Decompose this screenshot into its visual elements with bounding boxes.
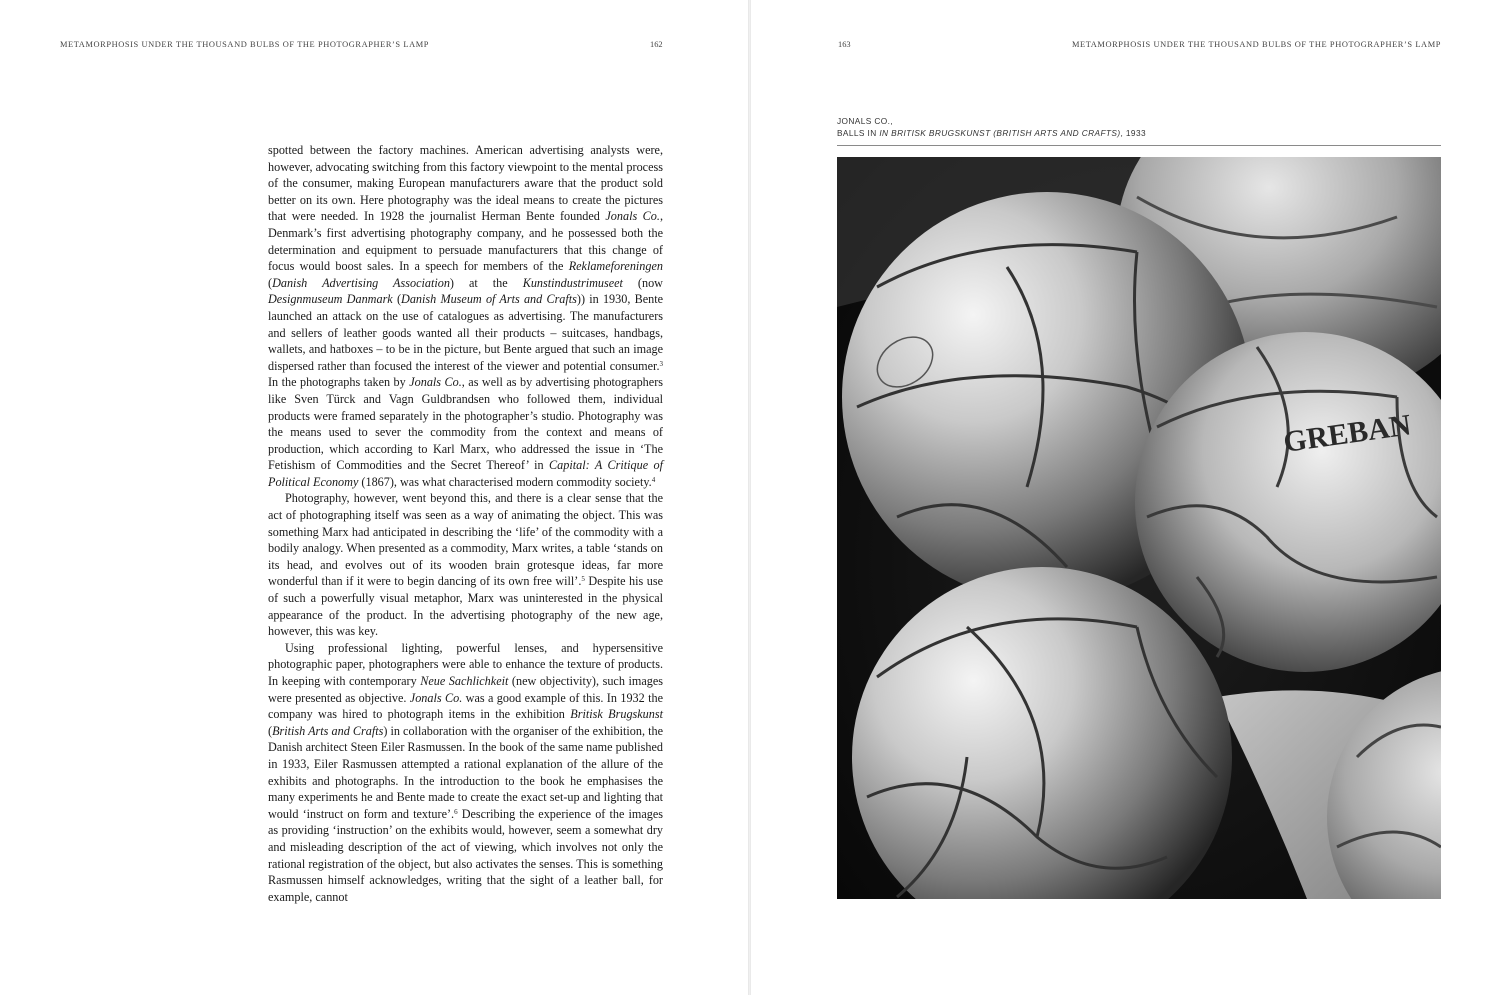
page-number-right: 163 bbox=[838, 40, 851, 49]
footnote-ref[interactable]: 3 bbox=[659, 359, 663, 368]
paragraph-2: Photography, however, went beyond this, and there is a clear sense that the act of photographing itself was seen as a way of animating the object. This was something Marx had anticipated in describing the ‘life’ of the commodity with a bodily analogy. When presented as a commodity, Marx writes, a table ‘stands on its head, and evolves out of its wooden brain grotesque ideas, far more wonderful than if it were to begin dancing of its own free will’.$^5$ Despite his use of such a powerfully visual metaphor, Marx was uninterested in the physical appearance of the product. In the advertising photography of the new age, however, this was key. bbox=[268, 491, 663, 639]
paragraph-1: spotted between the factory machines. American advertising analysts were, however, advocating switching from this factory viewpoint to the mental process of the consumer, making European manufacturers aware that the product sold better on its own. Here photography was the ideal means to create the pictures that were needed. In 1928 the journalist Herman Bente founded Jonals Co., Denmark’s first advertising photography company, and he possessed both the determination and equipment to persuade manufacturers that this change of focus would boost sales. In a speech for members of the Reklameforeningen (Danish Advertising Association) at the Kunstindustrimuseet (now Designmuseum Danmark (Danish Museum of Arts and Crafts)) in 1930, Bente launched an attack on the use of catalogues as advertising. The manufacturers and sellers of leather goods wanted all their products – suitcases, handbags, wallets, and hatboxes – to be in the picture, but Bente argued that such an image dispersed rather than focused the interest of the viewer and potential consumer.$^3$ In the photographs taken by Jonals Co., as well as by advertising photographers like Sven Türck and Vagn Guldbrandsen who followed them, individual products were framed separately in the photographer’s studio. Photography was the means used to sever the commodity from the context and means of production, which according to Karl Marx, who addressed the issue in ‘The Fetishism of Commodities and the Secret Thereof’ in Capital: A Critique of Political Economy (1867), was what characterised modern commodity society.$^4$ bbox=[268, 143, 664, 489]
footnote-ref[interactable]: 5 bbox=[581, 575, 585, 584]
caption-rule bbox=[837, 145, 1441, 146]
paragraph-3: Using professional lighting, powerful lenses, and hypersensitive photographic paper, photographers were able to enhance the texture of products. In keeping with contemporary Neue Sachlichkeit (new objectivity), such images were presented as objective. Jonals Co. was a good example of this. In 1932 the company was hired to photograph items in the exhibition Britisk Brugskunst (British Arts and Crafts) in collaboration with the organiser of the exhibition, the Danish architect Steen Eiler Rasmussen. In the book of the same name published in 1933, Eiler Rasmussen attempted a rational explanation of the allure of the exhibits and photographs. In the introduction to the book he emphasises the many experiments he and Bente made to create the exact set-up and lighting that would ‘instruct on form and texture’.$^6$ Describing the experience of the images as providing ‘instruction’ on the exhibits would, however, seem a somewhat dry and misleading description of the act of viewing, which involves not only the rational registration of the object, but also activates the senses. This is something Rasmussen himself acknowledges, writing that the sight of a leather ball, for example, cannot bbox=[268, 640, 664, 904]
body-text bbox=[268, 142, 663, 905]
figure-caption-credit: JONALS CO., bbox=[837, 116, 894, 126]
footnote-ref[interactable]: 4 bbox=[651, 475, 656, 484]
page-number-left: 162 bbox=[650, 40, 663, 49]
left-page bbox=[0, 0, 748, 995]
footnote-ref[interactable]: 6 bbox=[454, 807, 458, 816]
right-page bbox=[751, 0, 1500, 995]
ball-stamp-text: GREBAN bbox=[1281, 408, 1414, 459]
footballs-illustration bbox=[837, 157, 1441, 899]
running-head-left: METAMORPHOSIS UNDER THE THOUSAND BULBS OF THE PHOTOGRAPHER’S LAMP bbox=[60, 40, 430, 49]
footballs-photo[interactable] bbox=[837, 157, 1441, 899]
running-head-right: METAMORPHOSIS UNDER THE THOUSAND BULBS OF THE PHOTOGRAPHER’S LAMP bbox=[1071, 40, 1441, 49]
figure-caption-title: BALLS IN IN BRITISK BRUGSKUNST (BRITISH ARTS AND CRAFTS), 1933 bbox=[837, 128, 1146, 138]
